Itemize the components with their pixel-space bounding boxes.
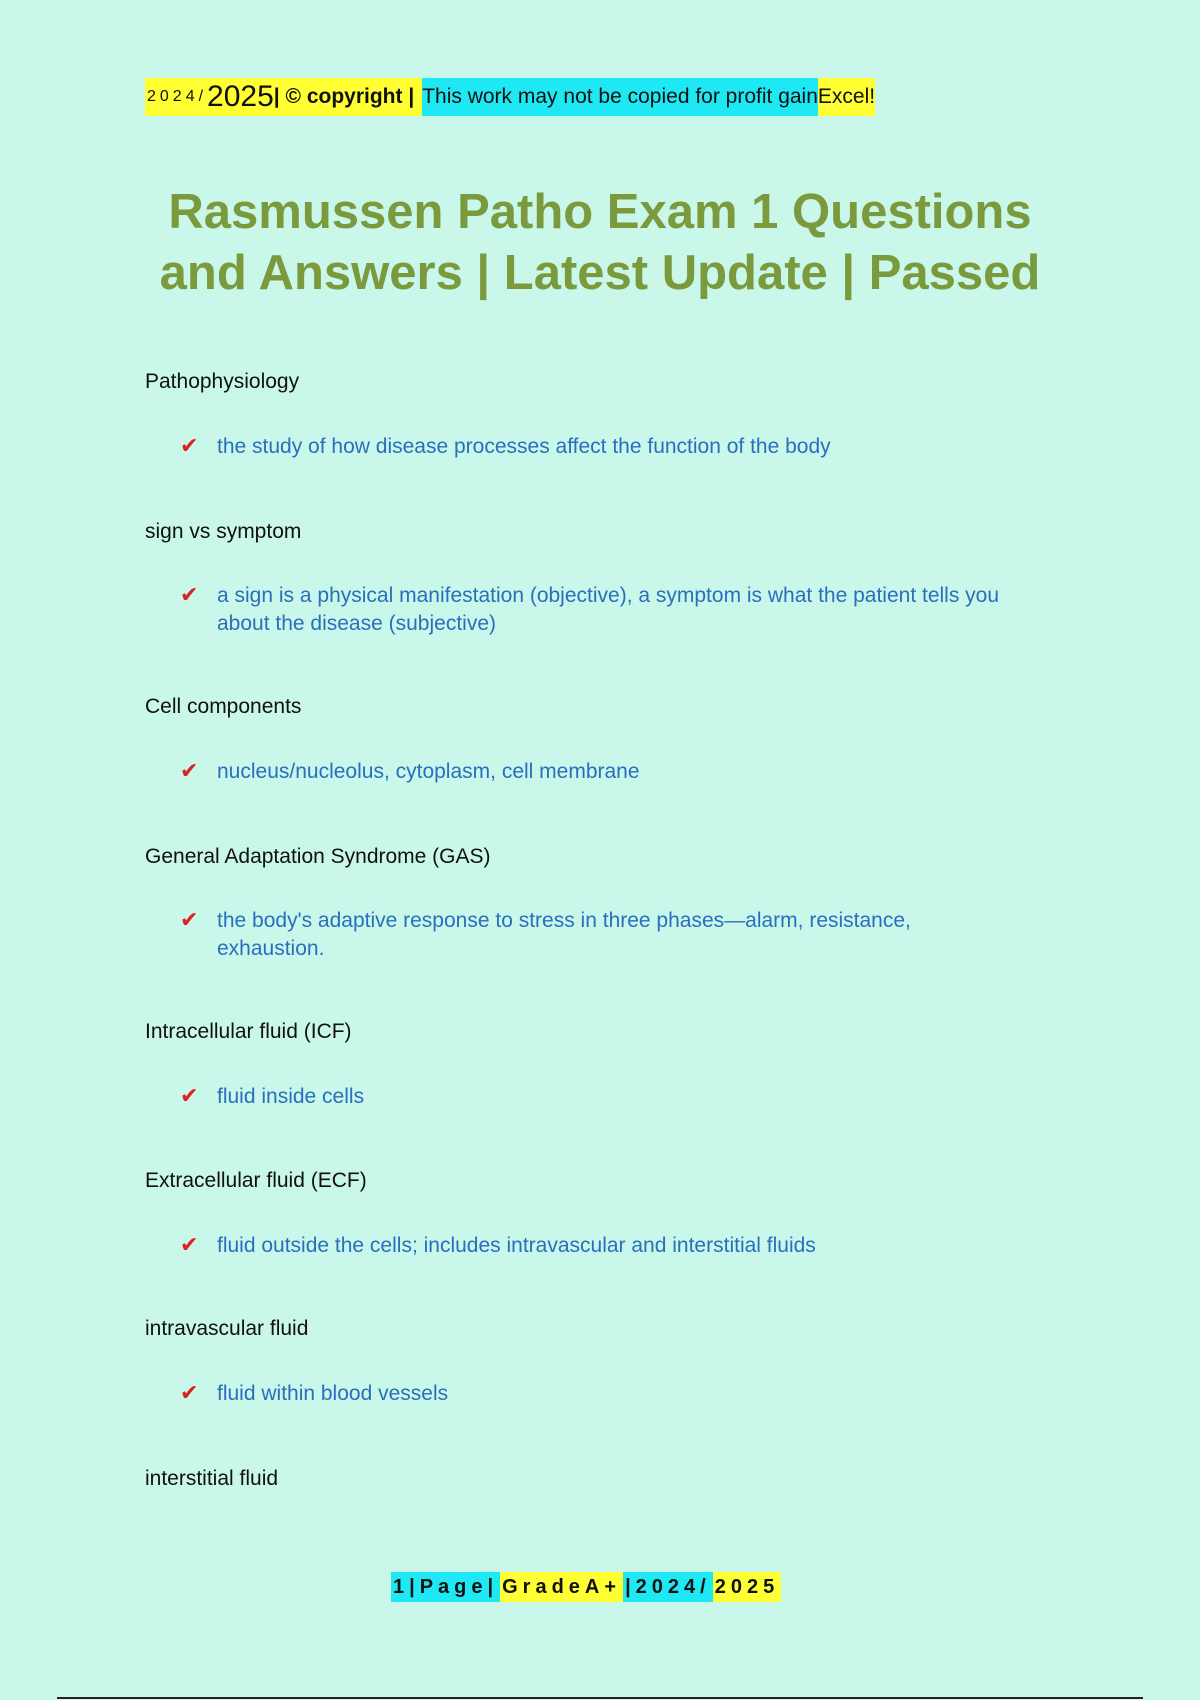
question-text: General Adaptation Syndrome (GAS) xyxy=(145,845,491,868)
header-copyright: | © copyright | xyxy=(274,78,422,116)
question-text: Cell components xyxy=(145,695,302,718)
answer-text: nucleus/nucleolus, cytoplasm, cell membrane xyxy=(217,760,640,783)
question-text: Intracellular fluid (ICF) xyxy=(145,1020,352,1043)
answer-text: fluid within blood vessels xyxy=(217,1382,449,1405)
answer-text: fluid inside cells xyxy=(217,1085,365,1108)
answer-text: a sign is a physical manifestation (objective), a symptom is what the patient tells you about the disease (subjective) xyxy=(217,584,1000,635)
checkmark-icon: ✔ xyxy=(180,433,199,458)
footer-grade: GradeA+ xyxy=(500,1572,623,1602)
answer-text: the study of how disease processes affect the function of the body xyxy=(217,435,831,458)
checkmark-icon: ✔ xyxy=(180,758,199,783)
checkmark-icon: ✔ xyxy=(180,582,199,607)
bottom-divider xyxy=(57,1697,1143,1699)
page-header xyxy=(145,78,875,116)
footer-year: 2025 xyxy=(713,1572,782,1602)
footer-page: 1|Page| xyxy=(391,1572,500,1602)
question-text: Pathophysiology xyxy=(145,370,300,393)
header-notice: This work may not be copied for profit gain xyxy=(422,78,818,116)
question-text: Extracellular fluid (ECF) xyxy=(145,1169,367,1192)
page-footer xyxy=(391,1572,781,1602)
question-text: intravascular fluid xyxy=(145,1317,309,1340)
header-year-big: 2025 xyxy=(207,78,274,116)
answer-text: fluid outside the cells; includes intravascular and interstitial fluids xyxy=(217,1234,816,1257)
checkmark-icon: ✔ xyxy=(180,907,199,932)
document-title: Rasmussen Patho Exam 1 Questions and Answers | Latest Update | Passed xyxy=(159,185,1041,300)
answer-text: the body's adaptive response to stress in three phases—alarm, resistance, exhaustion. xyxy=(217,909,911,960)
footer-separator: |2024/ xyxy=(623,1572,713,1602)
checkmark-icon: ✔ xyxy=(180,1083,199,1108)
question-text: sign vs symptom xyxy=(145,520,302,543)
header-excel: Excel! xyxy=(818,78,875,116)
checkmark-icon: ✔ xyxy=(180,1380,199,1405)
question-text: interstitial fluid xyxy=(145,1467,279,1490)
checkmark-icon: ✔ xyxy=(180,1232,199,1257)
header-year-small: 2024/ xyxy=(145,78,207,116)
